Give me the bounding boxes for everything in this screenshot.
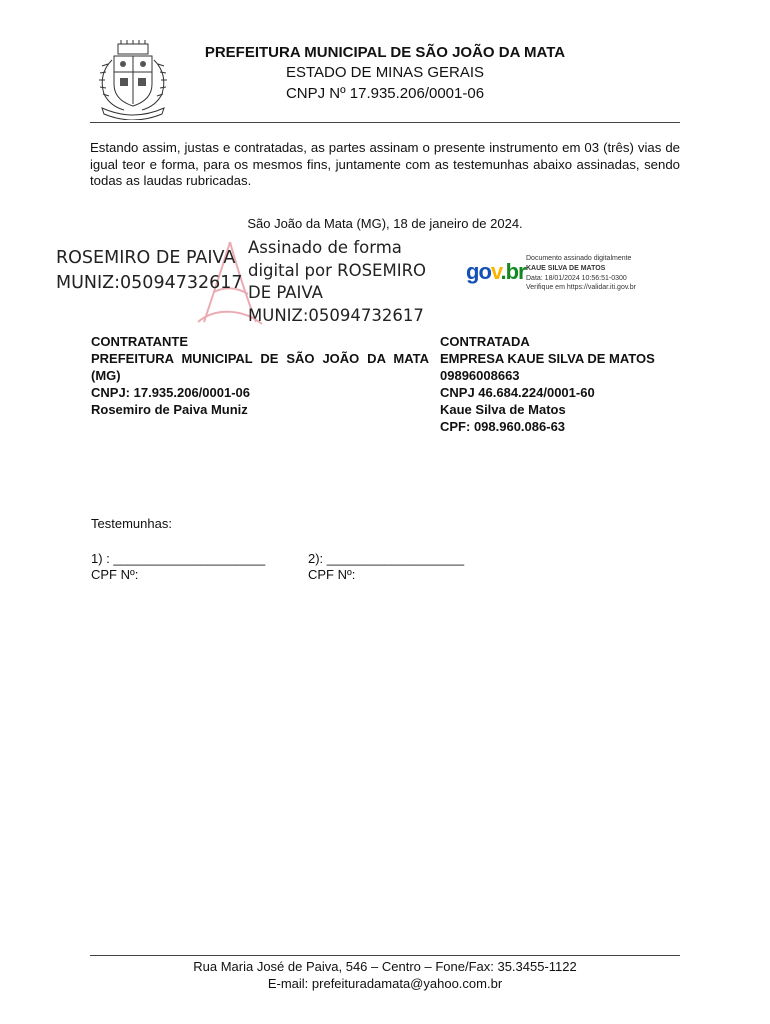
footer-email: E-mail: prefeituradamata@yahoo.com.br (267, 976, 503, 991)
contratada-block (440, 333, 690, 435)
contratante-block (91, 333, 429, 418)
witness-1-cpf: CPF Nº: (91, 567, 139, 582)
contratada-cnpj: CNPJ 46.684.224/0001-60 (440, 385, 595, 400)
contratada-representative: Kaue Silva de Matos (440, 402, 566, 417)
witnesses-label: Testemunhas: (91, 516, 172, 531)
govbr-logo (466, 260, 526, 284)
footer-divider (90, 955, 680, 956)
coat-of-arms-icon (90, 38, 176, 120)
govbr-logo-go: go (466, 259, 491, 284)
witness-2-cpf: CPF Nº: (308, 567, 356, 582)
header-state: ESTADO DE MINAS GERAIS (285, 64, 485, 81)
header-divider (90, 122, 680, 123)
contratante-entity-state: (MG) (91, 368, 121, 383)
date-line: São João da Mata (MG), 18 de janeiro de 2024. (247, 216, 523, 231)
footer-address: Rua Maria José de Paiva, 546 – Centro – Fone/Fax: 35.3455-1122 (193, 959, 577, 974)
signer-name-block: ROSEMIRO DE PAIVA MUNIZ:05094732617 (56, 248, 243, 293)
header-cnpj: CNPJ Nº 17.935.206/0001-06 (285, 85, 485, 102)
contratada-role: CONTRATADA (440, 334, 530, 349)
witness-1-line: 1) : _____________________ (91, 551, 266, 566)
govbr-line1: Documento assinado digitalmente (526, 255, 632, 262)
govbr-verify: Verifique em https://validar.iti.gov.br (526, 284, 636, 292)
signer-detail: Assinado de forma digital por ROSEMIRO DE PAIVA MUNIZ:05094732617 (248, 238, 427, 325)
govbr-logo-v: v (490, 259, 501, 284)
govbr-signature-text (526, 254, 636, 293)
contratante-representative: Rosemiro de Paiva Muniz (91, 402, 248, 417)
contratada-cpf: CPF: 098.960.086-63 (440, 419, 566, 434)
header-title: PREFEITURA MUNICIPAL DE SÃO JOÃO DA MATA (204, 44, 566, 61)
contratante-entity: PREFEITURA MUNICIPAL DE SÃO JOÃO DA MATA (91, 351, 429, 366)
govbr-date: Data: 18/01/2024 10:56:51-0300 (526, 274, 627, 282)
closing-paragraph: Estando assim, justas e contratadas, as partes assinam o presente instrumento em 03 (três) vias de igual teor e forma, para os mesmos fins, juntamente com as testemunhas abaixo assinadas, sendo todas as laudas rubricadas. (90, 140, 680, 188)
contratada-entity: EMPRESA KAUE SILVA DE MATOS (440, 351, 655, 366)
contratada-number: 09896008663 (440, 368, 520, 383)
contratante-cnpj: CNPJ: 17.935.206/0001-06 (91, 385, 251, 400)
witness-2-line: 2): ___________________ (308, 551, 465, 566)
govbr-signer-name: KAUE SILVA DE MATOS (526, 264, 606, 272)
contratante-role: CONTRATANTE (91, 334, 189, 349)
govbr-logo-br: .br (500, 259, 526, 284)
